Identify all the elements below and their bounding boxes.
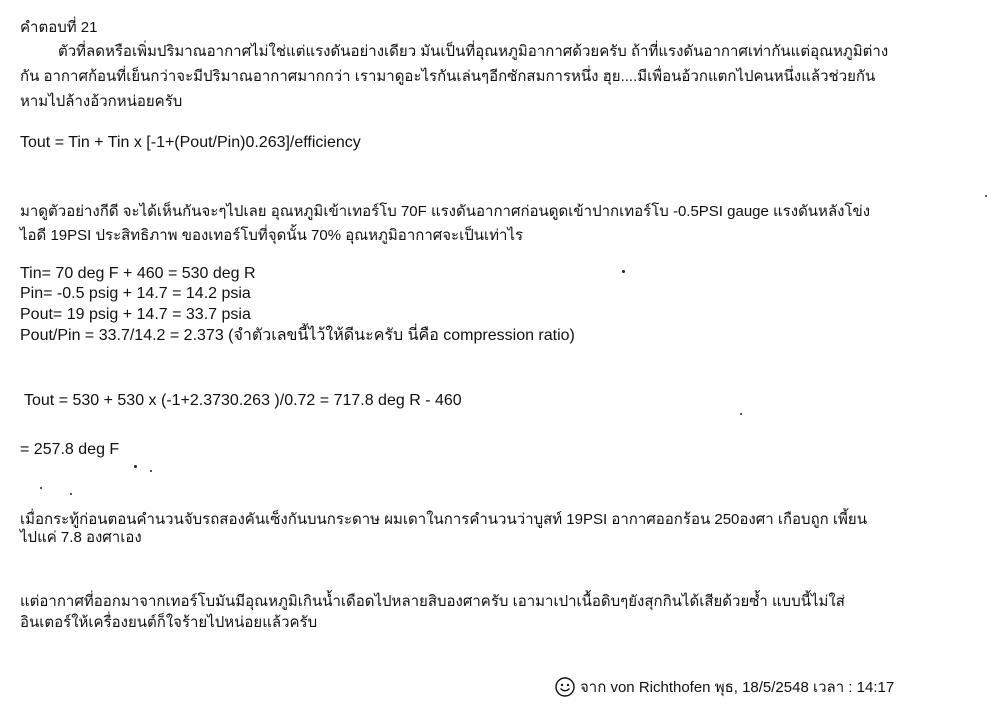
scan-speck	[70, 493, 72, 495]
tout-result: = 257.8 deg F	[20, 441, 120, 458]
answer-heading: คำตอบที่ 21	[20, 19, 98, 36]
calc-line-tin: Tin= 70 deg F + 460 = 530 deg R	[20, 265, 256, 282]
tout-calculation: Tout = 530 + 530 x (-1+2.3730.263 )/0.72 = 717.8 deg R - 460	[24, 392, 462, 409]
memory-line: ไปแค่ 7.8 องศาเอง	[20, 529, 142, 546]
scan-speck	[622, 270, 625, 273]
closing-line: แต่อากาศที่ออกมาจากเทอร์โบมันมีอุณหภูมิเกินน้ำเดือดไปหลายสิบองศาครับ เอามาเปาเนื้อดิบๆยังสุกกินได้เสียด้วยซ้ำ แบบนี้ไม่ใส่	[20, 593, 845, 610]
calc-line-pout: Pout= 19 psig + 14.7 = 33.7 psia	[20, 306, 251, 323]
intro-line: หามไปล้างอ้วกหน่อยครับ	[20, 93, 183, 110]
memory-line: เมื่อกระทู้ก่อนตอนคำนวนจับรถสองคันเซ็งกันบนกระดาษ ผมเดาในการคำนวนว่าบูสท์ 19PSI อากาศออกร้อน 250องศา เกือบถูก เพี้ยน	[20, 511, 867, 528]
scan-speck	[40, 487, 42, 489]
intro-line: ตัวที่ลดหรือเพิ่มปริมาณอากาศไม่ใช่แต่แรงดันอย่างเดียว มันเป็นที่อุณหภูมิอากาศด้วยครับ ถ้าที่แรงดันอากาศเท่ากันแต่อุณหภูมิต่าง	[58, 43, 889, 60]
example-line: มาดูตัวอย่างกีดี จะได้เห็นกันจะๆไปเลย อุณหภูมิเข้าเทอร์โบ 70F แรงดันอากาศก่อนดูดเข้าปากเทอร์โบ -0.5PSI gauge แรงดันหลังโข่ง	[20, 203, 871, 220]
intro-line: กัน อากาศก้อนที่เย็นกว่าจะมีปริมาณอากาศมากกว่า เรามาดูอะไรกันเล่นๆอีกซักสมการหนึ่ง ฮุย....มีเพื่อนอ้วกแตกไปคนหนึ่งแล้วช่วยกัน	[20, 68, 876, 85]
scan-speck	[740, 413, 742, 415]
scan-speck	[985, 195, 987, 197]
signature-text: จาก von Richthofen พุธ, 18/5/2548 เวลา : 14:17	[580, 679, 895, 696]
scan-speck	[150, 470, 152, 472]
calc-line-ratio: Pout/Pin = 33.7/14.2 = 2.373 (จำตัวเลขนี้ไว้ให้ดีนะครับ นี่คือ compression ratio)	[20, 327, 575, 344]
calc-line-pin: Pin= -0.5 psig + 14.7 = 14.2 psia	[20, 285, 251, 302]
scan-speck	[134, 465, 137, 468]
example-line: ไอดี 19PSI ประสิทธิภาพ ของเทอร์โบที่จุดนั้น 70% อุณหภูมิอากาศจะเป็นเท่าไร	[20, 227, 524, 244]
closing-line: อินเตอร์ให้เครื่องยนต์ก็ใจร้ายไปหน่อยแล้วครับ	[20, 614, 318, 631]
tout-formula: Tout = Tin + Tin x [-1+(Pout/Pin)0.263]/efficiency	[20, 134, 361, 151]
smiley-face-icon	[555, 677, 575, 697]
